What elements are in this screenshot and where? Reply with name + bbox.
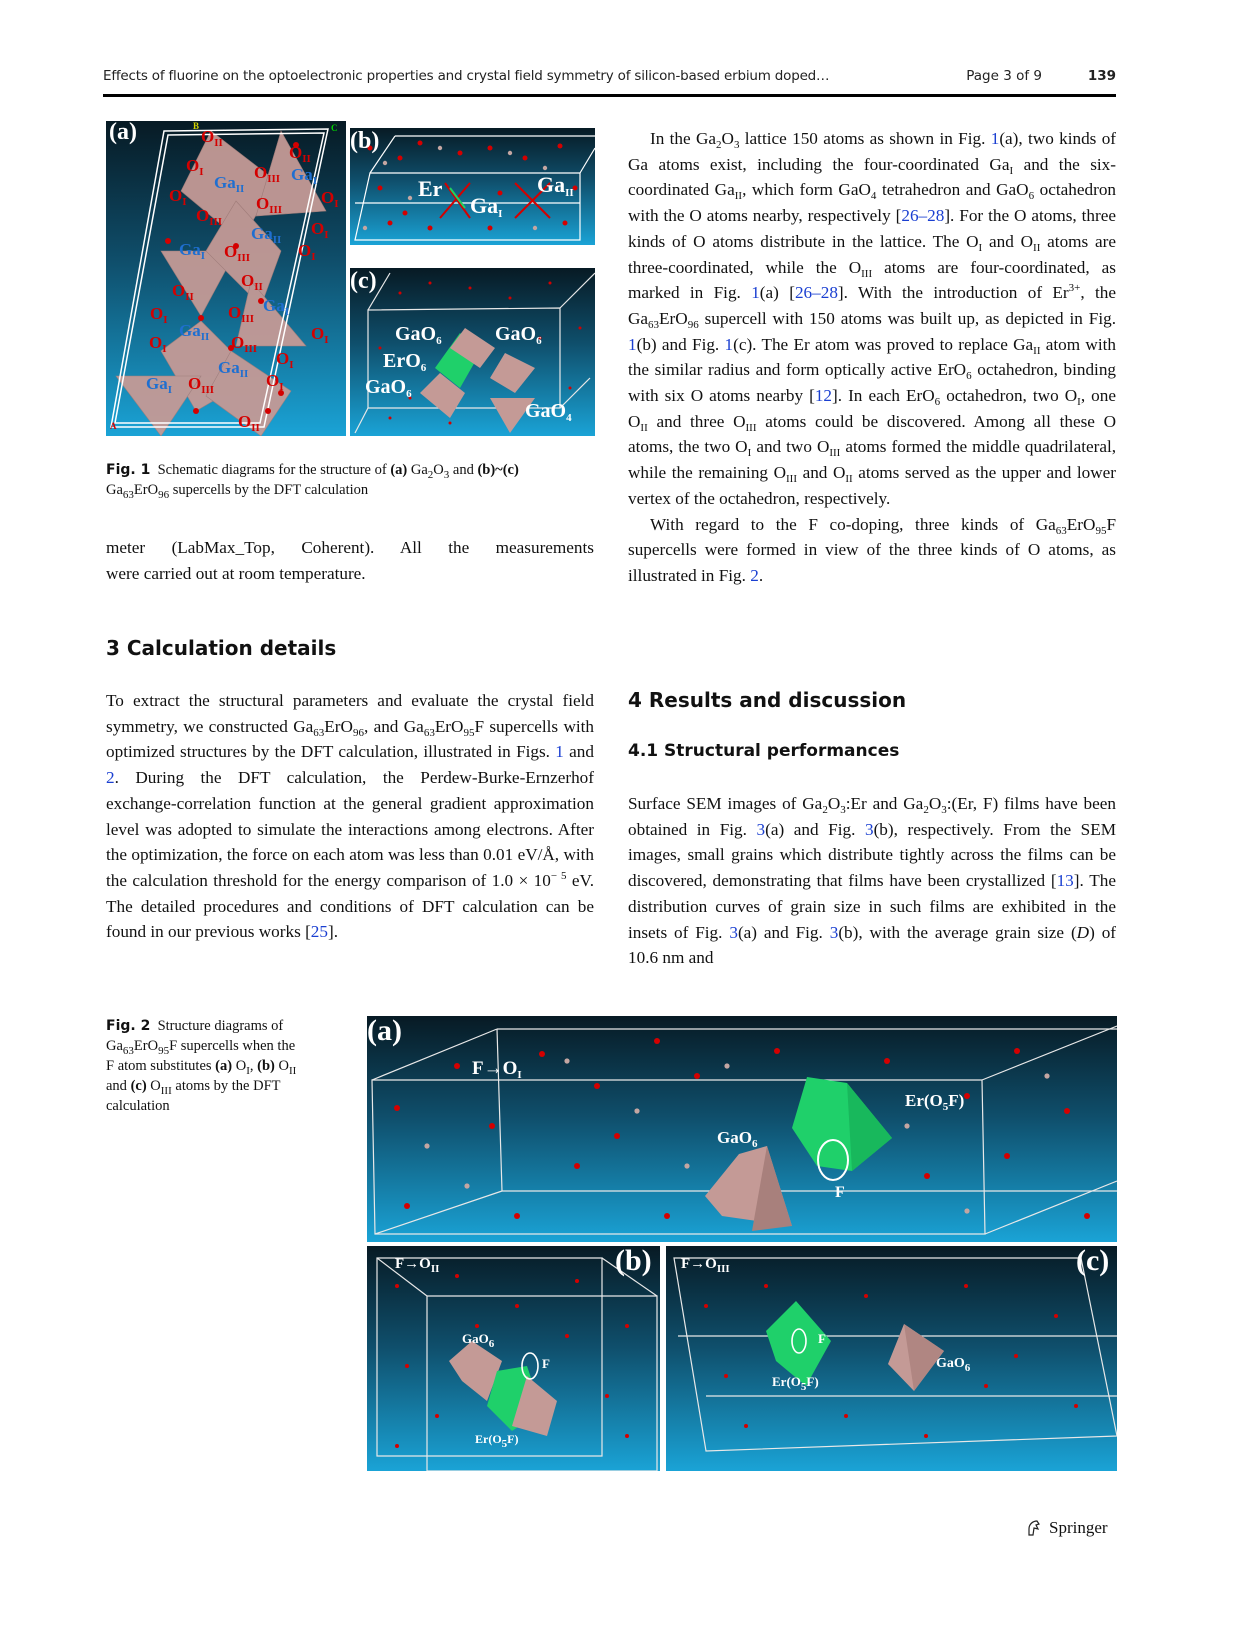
fig2-ref[interactable]: 2 [106, 768, 115, 788]
gao6-label: GaO$_6$ [462, 1331, 495, 1350]
running-title: Effects of fluorine on the optoelectronic properties and crystal field symmetry of silicon-based erbium doped… [103, 68, 830, 84]
atom-label: $O_I$ [298, 241, 316, 263]
atom-label: $Ga_I$ [291, 165, 318, 187]
ref-13[interactable]: 13 [1056, 871, 1074, 891]
atom-label: $Ga_I$ [263, 296, 290, 318]
atom-label: $O_I$ [169, 186, 187, 208]
atom-label: $O_{III}$ [188, 374, 215, 396]
fig1a-label: (a) [109, 121, 137, 145]
er-o5f-label: $Er(O_5F)$ [905, 1091, 965, 1113]
gao6-label: GaO$_6$ [365, 376, 412, 400]
right-col-para1: In the $Ga_2O_3$ lattice 150 atoms as shown in Fig. 1(a), two kinds of Ga atoms exist, including the four-coordinated $Ga_I$ and the six-coordinated $Ga_{II}$, which form GaO$_4$ tetrahedron and GaO$_6$ octahedron with the O atoms nearby, respectively [26–28]. For the O atoms, three kinds of O atoms distribute in the lattice. The $O_I$ and $O_{II}$ atoms are three-coordinated, while the $O_{III}$ atoms are four-coordinated, as marked in Fig. 1(a) [26–28]. With the introduction of $Er^{3+}$, the $Ga_{63}ErO_{96}$ supercell with 150 atoms was built up, as depicted in Fig. 1(b) and Fig. 1(c). The Er atom was proved to replace $Ga_{II}$ atom with the similar radius and form optically active ErO$_6$ octahedron, binding with six O atoms nearby [12]. In each ErO$_6$ octahedron, two $O_I$, one $O_{II}$ and three $O_{III}$ atoms could be discovered. Among all these O atoms, the two $O_I$ and two $O_{III}$ atoms formed the middle quadrilateral, while the remaining $O_{III}$ and $O_{II}$ atoms served as the upper and lower vertex of the octahedron, respectively. With regard to the F co-doping, three kinds of $Ga_{63}ErO_{95}F$ supercells were formed in view of the three kinds of O atoms, as illustrated in Fig. 2. [628, 129, 1117, 585]
atom-label: $Ga_{II}$ [179, 321, 210, 343]
fig1b-label: (b) [350, 128, 380, 154]
fig1-ref[interactable]: 1 [724, 334, 734, 354]
atom-label: $O_{III}$ [254, 163, 281, 185]
fig1-ref[interactable]: 1 [628, 334, 637, 354]
fig2-panel-a [367, 1016, 1117, 1242]
ga2-label: $Ga_{II}$ [537, 172, 574, 199]
axis-b-label: B [193, 121, 200, 131]
gao6-label: GaO$_6$ [495, 323, 542, 347]
page-of: Page 3 of 9 [966, 68, 1042, 84]
fig2-caption: Fig. 2 Structure diagrams of $Ga_{63}ErO_{95}F$ supercells when the F atom substitutes (a) $O_I$, (b) $O_{II}$ and (c) $O_{III}$ atoms by the DFT calculation [106, 1018, 297, 1114]
publisher-name: Springer [1049, 1518, 1108, 1537]
atom-label: $O_{III}$ [231, 333, 258, 355]
ga1-label: $Ga_I$ [470, 193, 503, 220]
page-number: 139 [1087, 68, 1116, 84]
atom-label: $Ga_I$ [146, 374, 173, 396]
atom-label: $O_I$ [311, 219, 329, 241]
atom-label: $O_I$ [321, 188, 339, 210]
publisher-logo [1025, 1518, 1108, 1538]
fig3-ref[interactable]: 3 [829, 922, 839, 942]
axis-c-label: C [331, 123, 338, 133]
atom-label: $O_{III}$ [196, 206, 223, 228]
fig3-ref[interactable]: 3 [864, 819, 874, 839]
header-rule [103, 94, 1116, 97]
left-col-para1: To extract the structural parameters and evaluate the crystal field symmetry, we constructed $Ga_{63}ErO_{96}$, and $Ga_{63}ErO_{95}F$ supercells with optimized structures by the DFT calculation, illustrated in Figs. 1 and 2. During the DFT calculation, the Perdew-Burke-Ernzerhof exchange-correlation function at the general gradient approximation level was adopted to simulate the interactions among electrons. After the optimization, the force on each atom was less than 0.01 eV/Å, with the calculation threshold for the energy comparison of $1.0 \times 10^{- 5}$ eV. The detailed procedures and conditions of DFT calculation can be found in our previous works [25]. [106, 691, 595, 942]
f-label: F [835, 1184, 845, 1201]
f-to-o3-label: $F\to O_{III}$ [681, 1256, 730, 1275]
fig2c-structure [666, 1246, 1117, 1471]
atom-label: $O_{II}$ [289, 143, 311, 165]
atom-label: $O_{III}$ [224, 242, 251, 264]
atom-label: $O_{III}$ [256, 194, 283, 216]
running-header [103, 64, 1116, 94]
fig1-panel-c [350, 268, 595, 436]
ref-12[interactable]: 12 [814, 386, 833, 406]
fig1-panel-b [350, 128, 595, 245]
er-label: Er [418, 176, 443, 201]
fig2-panel-b [367, 1246, 660, 1471]
fig2-panel-c [666, 1246, 1117, 1471]
atom-label: $O_I$ [150, 304, 168, 326]
f-to-o2-label: $F\to O_{II}$ [395, 1256, 440, 1275]
gao6-label: GaO$_6$ [717, 1128, 758, 1150]
axis-a-label: A [110, 421, 117, 431]
fig3-ref[interactable]: 3 [729, 922, 738, 942]
fig2b-label: (b) [615, 1246, 652, 1277]
atom-label: $O_I$ [149, 333, 167, 355]
fig1-panel-a [106, 121, 346, 436]
gao4-label: GaO$_4$ [525, 400, 572, 424]
right-col-para3: Surface SEM images of $Ga_2O_3:Er$ and $Ga_2O_3:(Er$, F) films have been obtained in Fig. 3(a) and Fig. 3(b), respectively. From the SEM images, small grains which distribute tightly across the films can be discovered, demonstrating that films have been crystallized [13]. The distribution curves of grain size in such films are exhibited in the insets of Fig. 3(a) and Fig. 3(b), with the average grain size (D) of 10.6 nm and [628, 794, 1117, 968]
springer-horse-icon [1025, 1519, 1043, 1537]
f-label: F [818, 1331, 826, 1346]
atom-label: $O_{III}$ [228, 303, 255, 325]
fig1-ref[interactable]: 1 [751, 283, 760, 303]
f-label: F [542, 1356, 550, 1371]
atom-label: $O_I$ [276, 349, 294, 371]
ref-25[interactable]: 25 [310, 922, 328, 942]
gao6-label: GaO$_6$ [936, 1356, 971, 1374]
atom-label: $Ga_{II}$ [214, 173, 245, 195]
atom-label: $O_I$ [311, 324, 329, 346]
atom-label: $O_I$ [266, 371, 284, 393]
atom-label: $O_{II}$ [238, 412, 260, 434]
fig1c-label: (c) [350, 268, 377, 294]
atom-label: $O_{II}$ [172, 281, 194, 303]
er-o5f-label: $Er(O_5F)$ [475, 1432, 519, 1450]
atom-label: $O_{II}$ [241, 271, 263, 293]
section-3-heading: 3 Calculation details [106, 636, 337, 660]
atom-label: $Ga_{II}$ [251, 224, 282, 246]
fig1-caption: Fig. 1 Schematic diagrams for the structure of (a) $Ga_2O_3$ and (b)~(c) $Ga_{63}ErO_{96}$ supercells by the DFT calculation [106, 462, 519, 501]
section-4-1-heading: 4.1 Structural performances [628, 741, 900, 761]
left-col-para0: meter (LabMax_Top, Coherent). All the measurements were carried out at room temperature. [106, 538, 594, 583]
ero6-label: ErO$_6$ [383, 350, 427, 374]
fig1-ref[interactable]: 1 [555, 742, 564, 762]
f-to-o1-label: $F\to O_I$ [472, 1058, 522, 1081]
ref-26-28[interactable]: 26–28 [794, 283, 838, 303]
atom-label: $O_{II}$ [201, 127, 223, 149]
atom-label: $Ga_I$ [179, 240, 206, 262]
ref-26-28[interactable]: 26–28 [901, 206, 945, 226]
fig1-ref[interactable]: 1 [990, 129, 1000, 148]
atom-label: $O_I$ [186, 156, 204, 178]
gao6-label: GaO$_6$ [395, 323, 442, 347]
er-o5f-label: $Er(O_5F)$ [772, 1374, 819, 1393]
section-4-heading: 4 Results and discussion [628, 688, 907, 712]
fig2a-label: (a) [367, 1016, 402, 1047]
fig3-ref[interactable]: 3 [756, 819, 766, 839]
fig2c-label: (c) [1076, 1246, 1110, 1277]
atom-label: $Ga_{II}$ [218, 358, 249, 380]
fig2-ref[interactable]: 2 [750, 565, 759, 585]
